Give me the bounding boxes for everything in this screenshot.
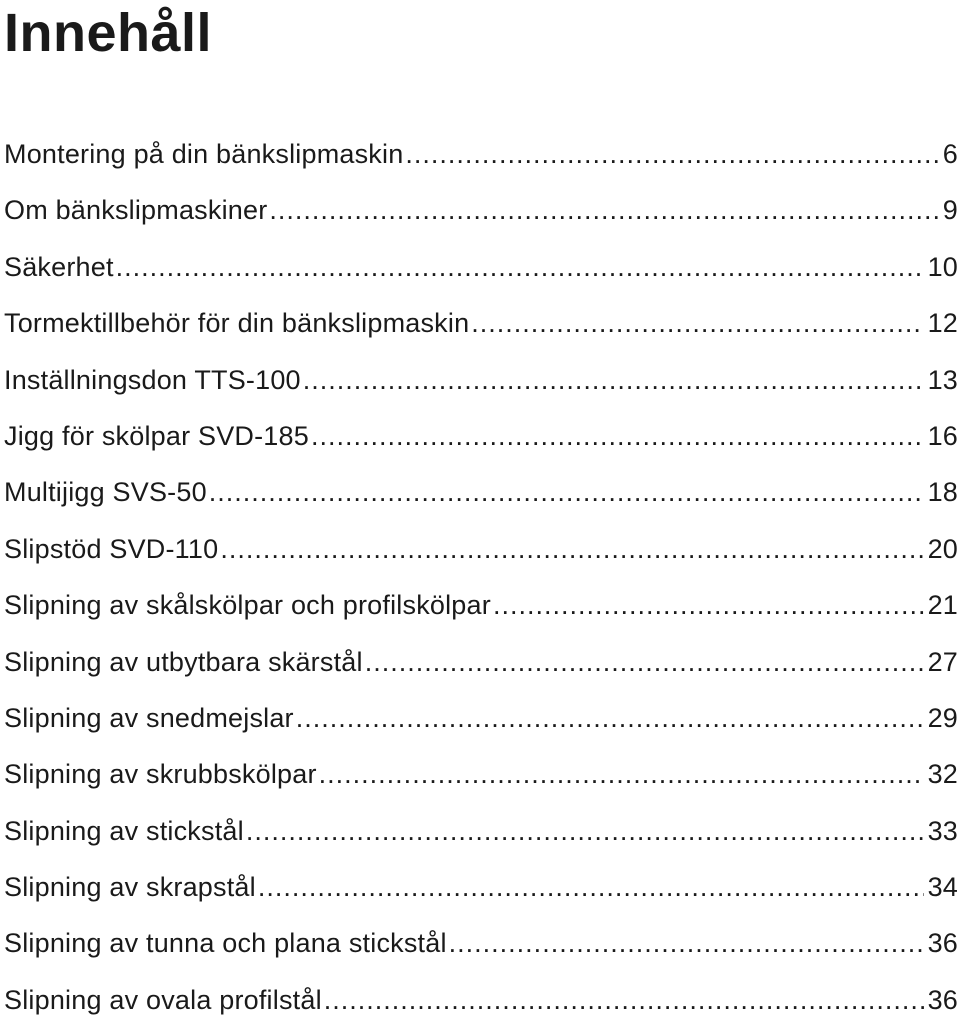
toc-entry-label: Slipning av stickstål: [4, 815, 244, 846]
toc-entry-label: Multijigg SVS-50: [4, 477, 207, 508]
toc-dot-leader: [116, 239, 924, 295]
toc-entry: [4, 295, 958, 351]
toc-dot-leader: [296, 690, 924, 746]
toc-entry: [4, 352, 958, 408]
toc-dot-leader: [220, 521, 923, 577]
toc-page-number: 34: [927, 872, 958, 903]
toc-entry: [4, 521, 958, 577]
toc-entry-label: Slipstöd SVD-110: [4, 533, 219, 564]
toc-dot-leader: [209, 464, 924, 520]
toc-page-number: 16: [927, 420, 958, 451]
toc-entry-label: Slipning av skrapstål: [4, 872, 256, 903]
toc-entry-label: Slipning av utbytbara skärstål: [4, 646, 363, 677]
toc-page-number: 32: [927, 759, 958, 790]
toc-entry-label: Montering på din bänkslipmaskin: [4, 139, 404, 169]
toc-entry: [4, 239, 958, 295]
toc-entry-label: Slipning av skrubbskölpar: [4, 759, 317, 790]
table-of-contents: [4, 126, 958, 1028]
toc-page-number: 12: [927, 308, 958, 339]
toc-page-number: 36: [927, 984, 958, 1015]
toc-entry-label: Inställningsdon TTS-100: [4, 364, 301, 395]
toc-dot-leader: [258, 859, 924, 915]
toc-entry: [4, 634, 958, 690]
toc-page-number: 13: [927, 364, 958, 395]
toc-entry: [4, 126, 958, 182]
toc-dot-leader: [319, 746, 924, 802]
toc-page-number: 36: [927, 928, 958, 959]
toc-entry-label: Slipning av snedmejslar: [4, 702, 294, 733]
toc-entry: [4, 577, 958, 633]
toc-dot-leader: [471, 295, 923, 351]
toc-page-number: 20: [927, 533, 958, 564]
toc-dot-leader: [269, 182, 938, 238]
toc-page-number: 10: [927, 251, 958, 282]
toc-page-number: 18: [927, 477, 958, 508]
toc-entry: [4, 803, 958, 859]
toc-page-number: 9: [942, 195, 958, 226]
toc-entry-label: Tormektillbehör för din bänkslipmaskin: [4, 308, 470, 339]
toc-dot-leader: [405, 126, 938, 182]
toc-dot-leader: [324, 972, 924, 1028]
toc-entry-label: Om bänkslipmaskiner: [4, 195, 268, 226]
toc-dot-leader: [365, 634, 924, 690]
toc-entry: [4, 690, 958, 746]
toc-page-number: 21: [927, 590, 958, 621]
page-title: Innehåll: [4, 3, 213, 63]
toc-page-number: 6: [942, 139, 958, 169]
toc-entry-label: Säkerhet: [4, 251, 114, 282]
toc-entry-label: Slipning av skålskölpar och profilskölpar: [4, 590, 491, 621]
toc-entry: [4, 182, 958, 238]
toc-dot-leader: [246, 803, 924, 859]
toc-entry-label: Slipning av ovala profilstål: [4, 984, 322, 1015]
toc-entry: [4, 464, 958, 520]
toc-entry: [4, 408, 958, 464]
toc-dot-leader: [311, 408, 924, 464]
toc-entry-label: Slipning av tunna och plana stickstål: [4, 928, 447, 959]
toc-dot-leader: [493, 577, 924, 633]
toc-entry: [4, 915, 958, 971]
toc-entry: [4, 859, 958, 915]
toc-page-number: 29: [927, 702, 958, 733]
toc-entry: [4, 746, 958, 802]
toc-dot-leader: [303, 352, 924, 408]
toc-entry-label: Jigg för skölpar SVD-185: [4, 420, 309, 451]
toc-page-number: 33: [927, 815, 958, 846]
toc-page-number: 27: [927, 646, 958, 677]
toc-dot-leader: [449, 915, 924, 971]
